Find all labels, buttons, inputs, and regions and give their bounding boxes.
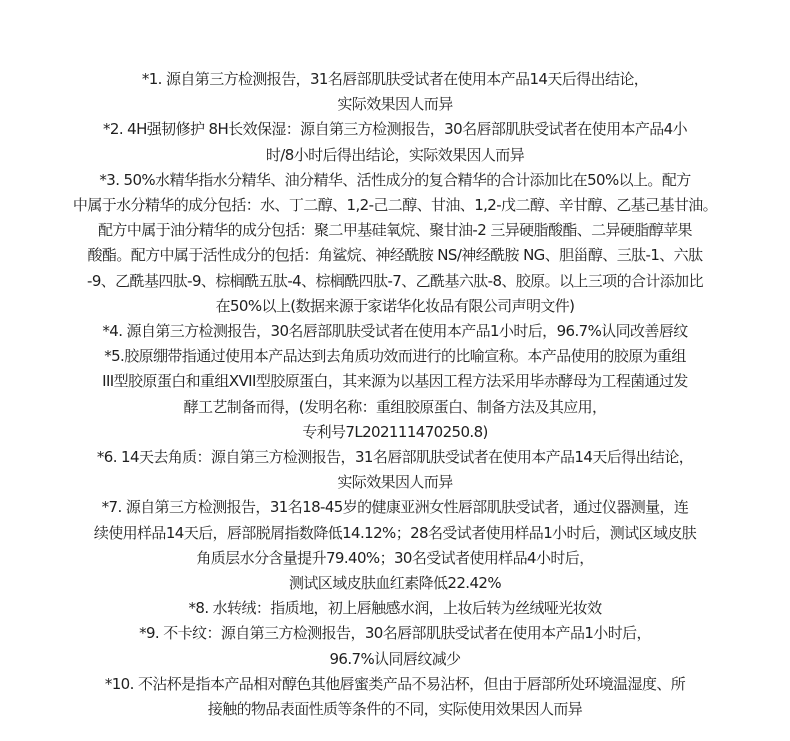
footnote-line: -9、乙酰基四肽-9、棕榈酰五肽-4、棕榈酰四肽-7、乙酰基六肽-8、胶原。以上三项的合计添加比 bbox=[87, 271, 703, 290]
footnote-line: 实际效果因人而异 bbox=[337, 95, 453, 114]
footnote-line: *10. 不沾杯是指本产品相对醇色其他唇蜜类产品不易沾杯，但由于唇部所处环境温湿度、所 bbox=[104, 674, 686, 693]
footnote-line: 96.7%认同唇纹减少 bbox=[329, 649, 461, 668]
footnote-line: *4. 源自第三方检测报告，30名唇部肌肤受试者在使用本产品1小时后，96.7%认同改善唇纹 bbox=[102, 322, 688, 341]
footnote-line: 在50%以上(数据来源于家诺华化妆品有限公司声明文件) bbox=[215, 296, 575, 315]
footnotes-block bbox=[55, 67, 735, 722]
footnote-line: *9. 不卡纹：源自第三方检测报告，30名唇部肌肤受试者在使用本产品1小时后， bbox=[139, 624, 651, 643]
footnote-line: 酸酯。配方中属于活性成分的包括：角鲨烷、神经酰胺 NS/神经酰胺 NG、胆甾醇、三肽-1、六肽 bbox=[87, 246, 703, 265]
footnote-line: 中属于水分精华的成分包括：水、丁二醇、1,2-己二醇、甘油、1,2-戊二醇、辛甘醇、乙基己基甘油。 bbox=[72, 196, 718, 215]
footnote-line: 接触的物品表面性质等条件的不同，实际使用效果因人而异 bbox=[207, 700, 583, 719]
footnote-line: 时/8小时后得出结论，实际效果因人而异 bbox=[265, 145, 525, 164]
footnote-line: 配方中属于油分精华的成分包括：聚二甲基硅氧烷、聚甘油-2 三异硬脂酸酯、二异硬脂醇苹果 bbox=[98, 221, 692, 240]
footnote-line: 专利号7L202111470250.8) bbox=[302, 422, 488, 441]
footnote-line: 实际效果因人而异 bbox=[337, 473, 453, 492]
footnote-line: *7. 源自第三方检测报告，31名18-45岁的健康亚洲女性唇部肌肤受试者，通过仪器测量，连 bbox=[101, 498, 689, 517]
footnote-line: 角质层水分含量提升79.40%；30名受试者使用样品4小时后， bbox=[196, 548, 594, 567]
footnote-line: *5.胶原绷带指通过使用本产品达到去角质功效而进行的比喻宣称。本产品使用的胶原为重组 bbox=[104, 347, 686, 366]
footnote-line: 测试区域皮肤血红素降低22.42% bbox=[289, 574, 501, 593]
footnote-line: *8. 水转绒：指质地，初上唇触感水润，上妆后转为丝绒哑光妆效 bbox=[188, 599, 602, 618]
footnote-line: *3. 50%水精华指水分精华、油分精华、活性成分的复合精华的合计添加比在50%以上。配方 bbox=[99, 170, 691, 189]
footnote-line: *1. 源自第三方检测报告，31名唇部肌肤受试者在使用本产品14天后得出结论， bbox=[141, 70, 649, 88]
footnote-line: *2. 4H强韧修护 8H长效保湿：源自第三方检测报告，30名唇部肌肤受试者在使用本产品4小 bbox=[102, 120, 688, 139]
footnote-line: *6. 14天去角质：源自第三方检测报告，31名唇部肌肤受试者在使用本产品14天后得出结论， bbox=[96, 448, 694, 467]
footnote-line: 续使用样品14天后，唇部脱屑指数降低14.12%；28名受试者使用样品1小时后，测试区域皮肤 bbox=[93, 523, 697, 542]
footnote-line: III型胶原蛋白和重组XVII型胶原蛋白，其来源为以基因工程方法采用毕赤酵母为工程菌通过发 bbox=[102, 372, 688, 391]
footnote-line: 酵工艺制备而得，(发明名称：重组胶原蛋白、制备方法及其应用， bbox=[183, 397, 607, 416]
